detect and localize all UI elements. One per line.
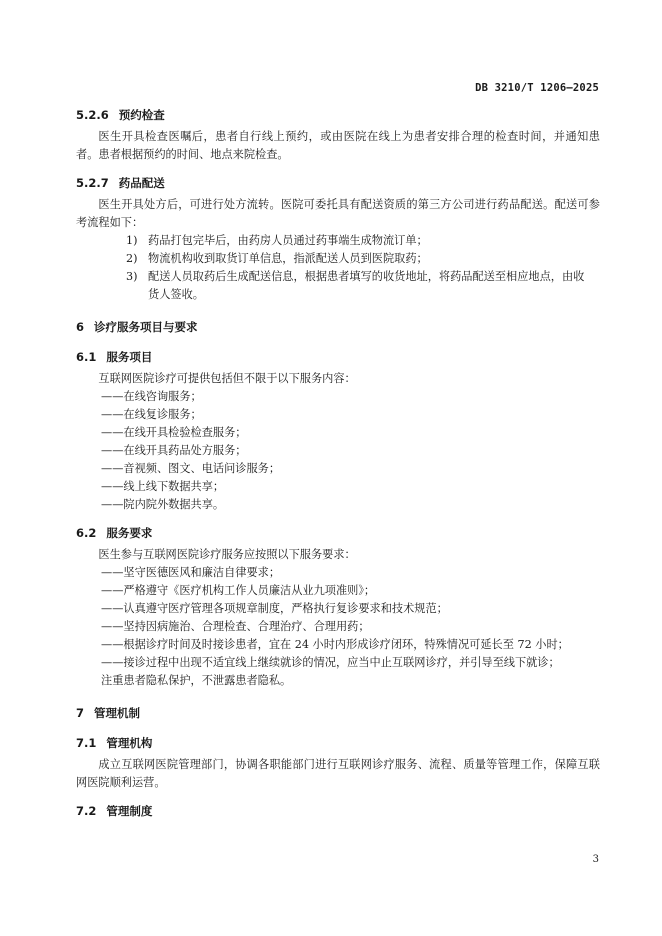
paragraph-appointment-exam: 医生开具检查医嘱后，患者自行线上预约，或由医院在线上为患者安排合理的检查时间，并通知患者。患者根据预约的时间、地点来院检查。 <box>76 130 600 161</box>
heading-title: 药品配送 <box>118 176 165 190</box>
standard-code: DB 3210/T 1206—2025 <box>475 82 599 94</box>
heading-7 <box>76 704 600 722</box>
dash-item: ——认真遵守医疗管理各项规章制度，严格执行复诊要求和技术规范； <box>101 602 448 615</box>
dash-item: ——严格遵守《医疗机构工作人员廉洁从业九项准则》； <box>101 584 376 597</box>
heading-number: 6.1 <box>76 350 97 364</box>
dash-item: ——音视频、图文、电话问诊服务； <box>101 462 281 475</box>
heading-number: 5.2.6 <box>76 108 109 122</box>
heading-5-2-6 <box>76 106 600 124</box>
item-marker: 1) <box>126 234 138 247</box>
closing-line: 注重患者隐私保护，不泄露患者隐私。 <box>101 674 292 687</box>
page-number: 3 <box>592 854 599 865</box>
item-marker: 3) <box>126 270 138 283</box>
dash-item: ——在线开具药品处方服务； <box>101 444 247 457</box>
dash-item: ——坚守医德医风和廉洁自律要求； <box>101 566 281 579</box>
heading-title: 管理机构 <box>106 736 153 750</box>
dash-item: ——在线开具检验检查服务； <box>101 426 247 439</box>
dash-item: ——在线咨询服务； <box>101 390 202 403</box>
heading-number: 7.2 <box>76 804 97 818</box>
heading-title: 服务要求 <box>106 526 153 540</box>
dash-item: ——线上线下数据共享； <box>101 480 225 493</box>
list-item <box>76 232 600 250</box>
dash-item: ——院内院外数据共享。 <box>101 498 225 511</box>
list-item <box>76 268 600 304</box>
dash-item: ——在线复诊服务； <box>101 408 202 421</box>
heading-number: 5.2.7 <box>76 176 109 190</box>
heading-6-1 <box>76 348 600 366</box>
heading-number: 7 <box>76 706 85 720</box>
heading-7-1 <box>76 734 600 752</box>
page-content <box>76 106 600 820</box>
heading-number: 6.2 <box>76 526 97 540</box>
paragraph-drug-delivery: 医生开具处方后，可进行处方流转。医院可委托具有配送资质的第三方公司进行药品配送。配送可参考流程如下： <box>76 198 600 229</box>
heading-number: 7.1 <box>76 736 97 750</box>
heading-number: 6 <box>76 320 85 334</box>
heading-5-2-7 <box>76 174 600 192</box>
dash-item: ——根据诊疗时间及时接诊患者，宜在 24 小时内形成诊疗闭环，特殊情况可延长至 72 小时； <box>101 638 569 651</box>
heading-6 <box>76 318 600 336</box>
heading-title: 管理制度 <box>106 804 153 818</box>
heading-title: 管理机制 <box>94 706 141 720</box>
item-marker: 2) <box>126 252 138 265</box>
list-item <box>76 250 600 268</box>
heading-title: 预约检查 <box>118 108 165 122</box>
heading-6-2 <box>76 524 600 542</box>
heading-7-2 <box>76 802 600 820</box>
heading-title: 服务项目 <box>106 350 153 364</box>
paragraph-service-requirements-intro: 医生参与互联网医院诊疗服务应按照以下服务要求： <box>98 548 356 561</box>
item-text: 药品打包完毕后，由药房人员通过药事端生成物流订单； <box>148 234 428 247</box>
dash-item: ——接诊过程中出现不适宜线上继续就诊的情况，应当中止互联网诊疗，并引导至线下就诊； <box>101 656 560 669</box>
heading-title: 诊疗服务项目与要求 <box>94 320 198 334</box>
dash-item: ——坚持因病施治、合理检查、合理治疗、合理用药； <box>101 620 370 633</box>
item-text: 配送人员取药后生成配送信息，根据患者填写的收货地址，将药品配送至相应地点，由收货人签收。 <box>148 270 585 301</box>
paragraph-service-items-intro: 互联网医院诊疗可提供包括但不限于以下服务内容： <box>98 372 356 385</box>
item-text: 物流机构收到取货订单信息，指派配送人员到医院取药； <box>148 252 428 265</box>
paragraph-management-org: 成立互联网医院管理部门，协调各职能部门进行互联网诊疗服务、流程、质量等管理工作，保障互联网医院顺利运营。 <box>76 758 600 789</box>
